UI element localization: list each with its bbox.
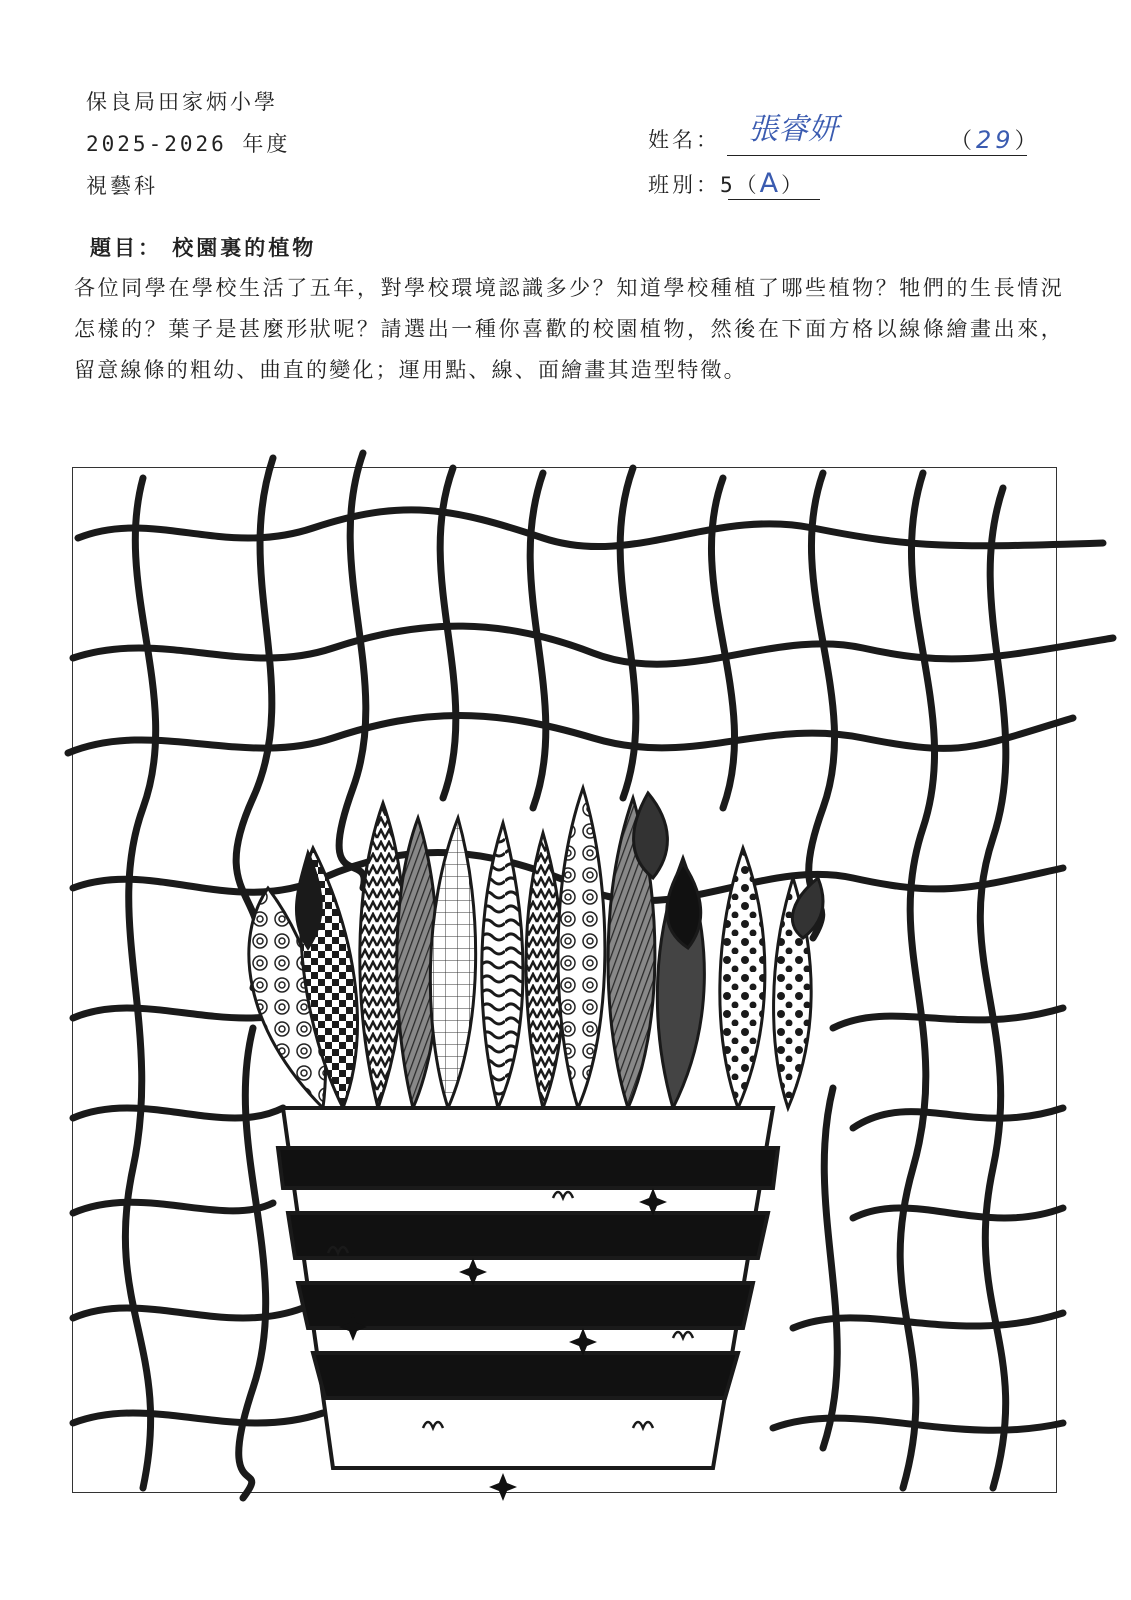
- drawing-frame: [72, 467, 1057, 1493]
- plant-leaves: [249, 788, 823, 1108]
- assignment-title: 題目： 校園裏的植物: [90, 235, 317, 260]
- class-value: A: [759, 168, 782, 199]
- seat-close-paren: ）: [1014, 129, 1041, 154]
- seat-number: [950, 124, 1041, 155]
- academic-year: 2025-2026 年度: [86, 132, 291, 156]
- seat-open-paren: （: [950, 129, 977, 154]
- class-underline: [728, 199, 820, 200]
- school-name: 保良局田家炳小學: [86, 90, 278, 114]
- name-label: 姓名：: [648, 128, 720, 152]
- assignment-instructions: 各位同學在學校生活了五年，對學校環境認識多少？知道學校種植了哪些植物？牠們的生長情況怎樣的？葉子是甚麼形狀呢？請選出一種你喜歡的校園植物，然後在下面方格以線條繪畫出來，留意線條的粗幼、曲直的變化；運用點、線、面繪畫其造型特徵。: [74, 276, 1064, 382]
- subject-name: 視藝科: [86, 174, 158, 198]
- plant-pot: [278, 1108, 778, 1501]
- class-label: 班別：: [648, 173, 720, 197]
- hand-drawn-potted-plant-illustration: [73, 468, 1058, 1494]
- name-underline: [727, 155, 1027, 156]
- student-name: 張睿妍: [748, 112, 838, 147]
- class-prefix: 5（: [720, 173, 760, 197]
- class-field: [648, 168, 805, 199]
- seat-number-value: 29: [976, 126, 1015, 154]
- class-close-paren: ）: [781, 173, 806, 197]
